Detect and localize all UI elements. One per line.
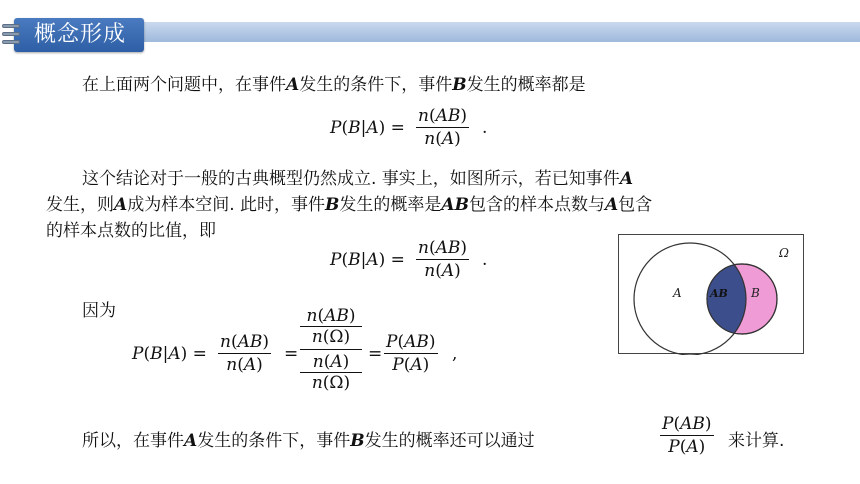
paragraph-2-line-3: 的样本点数的比值，即: [46, 221, 216, 241]
set-a-label: A: [673, 286, 682, 300]
set-b-label: B: [751, 286, 760, 300]
paragraph-2-line-1: 这个结论对于一般的古典概型仍然成立. 事实上，如图所示，若已知事件A: [82, 169, 634, 189]
because-text: 因为: [82, 301, 116, 321]
formula-conditional-2: P(B|A) = $\frac{n(AB)}{n(A)}$ .: [330, 238, 488, 281]
paragraph-2-line-2: 发生，则A成为样本空间. 此时，事件B发生的概率是AB包含的样本点数与A包含: [46, 195, 653, 215]
intersection-label: AB: [710, 287, 728, 300]
formula-inline-ratio: $\frac{P(AB)}{P(A)}$: [662, 414, 712, 457]
venn-diagram: [618, 234, 804, 354]
paragraph-1: 在上面两个问题中，在事件A发生的条件下，事件B发生的概率都是: [82, 75, 586, 95]
section-title: 概念形成: [34, 22, 127, 47]
paragraph-4-end: 来计算.: [728, 431, 785, 451]
venn-svg: [619, 235, 805, 355]
omega-label: Ω: [779, 246, 789, 260]
formula-conditional-1: P(B|A) = $\frac{n(AB)}{n(A)}$ .: [330, 106, 488, 149]
header-bar: [140, 22, 860, 42]
paragraph-4: 所以，在事件A发生的条件下，事件B发生的概率还可以通过: [82, 431, 535, 451]
formula-derivation: P(B|A) = $\frac{n(AB)}{n(A)}$ = n(AB) n(Ω) n(A) n(Ω) = $\frac{P(AB)}{P(A)}$ ,: [132, 306, 458, 393]
binder-clip-icon: [2, 22, 22, 48]
